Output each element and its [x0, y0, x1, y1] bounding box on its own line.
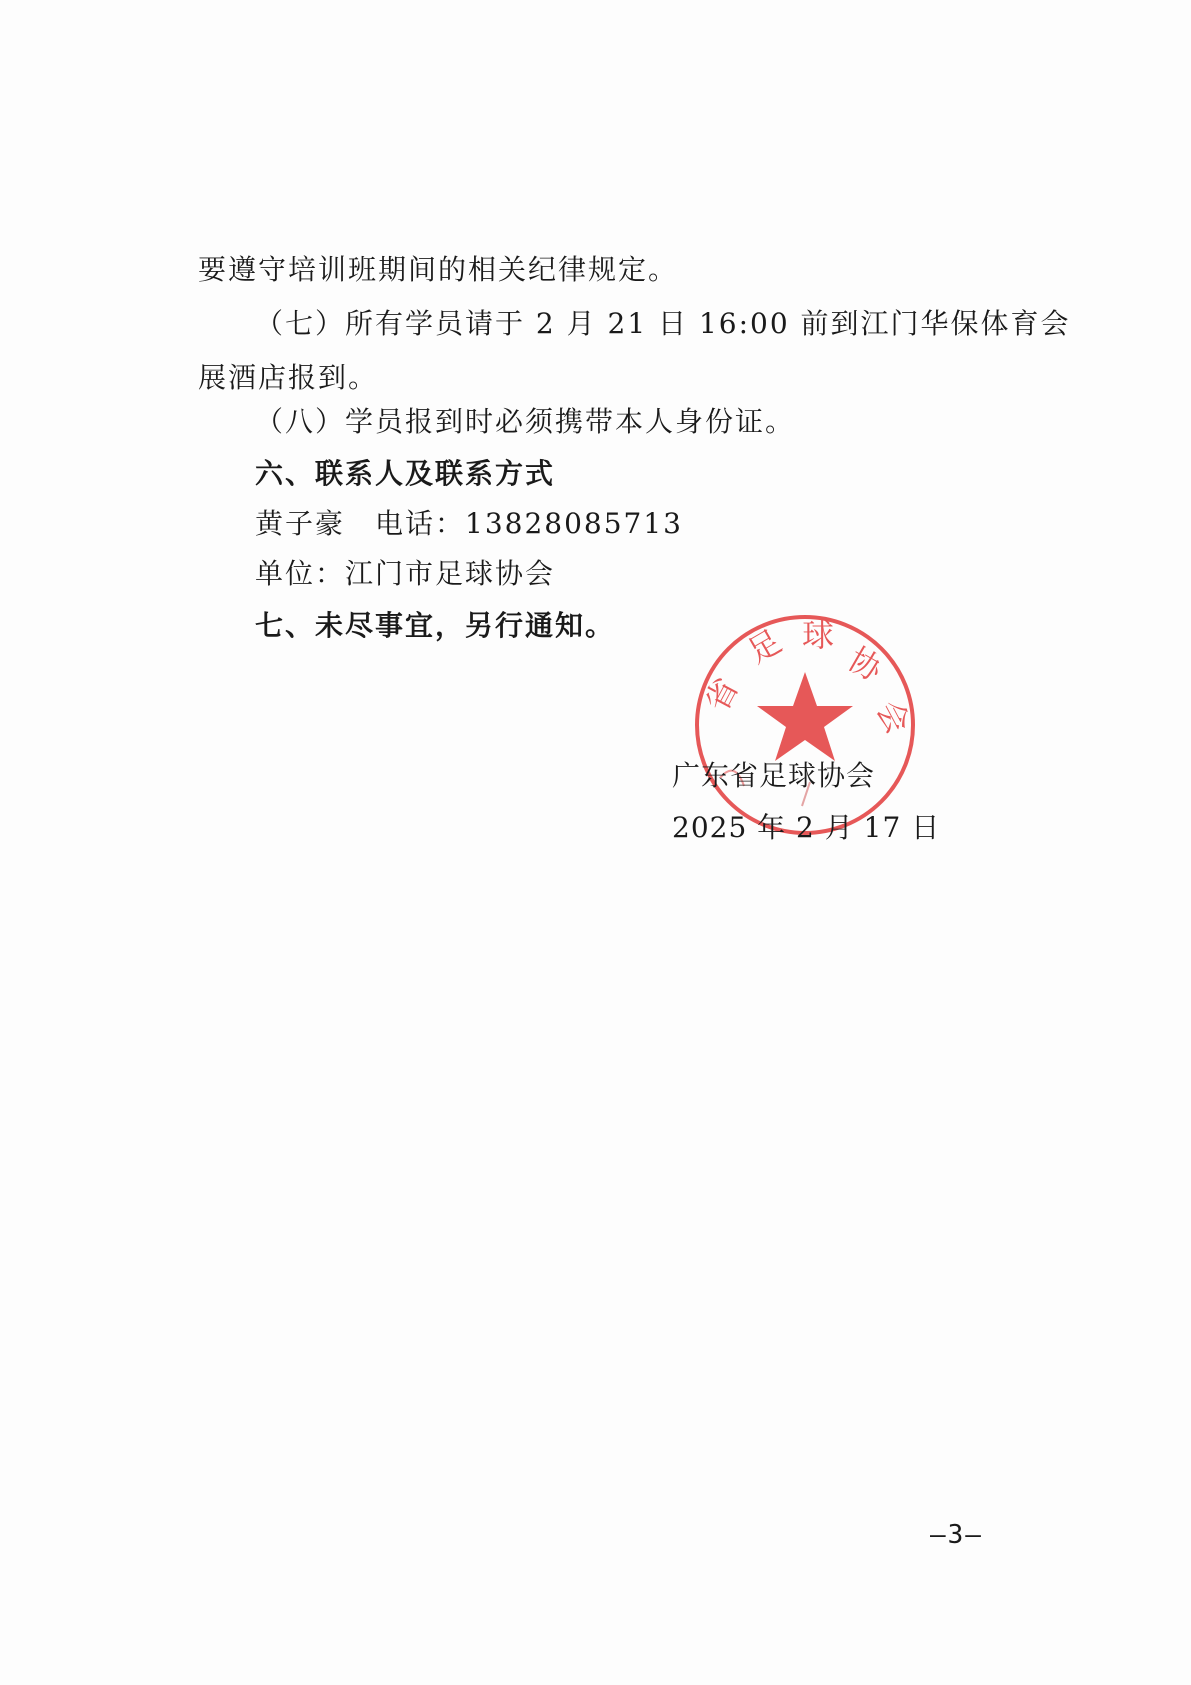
svg-text:球: 球 — [802, 616, 835, 654]
page-number: —3— — [930, 1520, 983, 1550]
star-icon — [757, 672, 853, 761]
svg-text:足: 足 — [741, 622, 788, 671]
section-heading-contact: 六、联系人及联系方式 — [255, 457, 556, 490]
svg-text:协: 协 — [842, 640, 889, 689]
official-seal — [690, 610, 920, 840]
contact-person-line: 黄子豪 电话：13828085713 — [255, 507, 683, 540]
paragraph-line-1: 要遵守培训班期间的相关纪律规定。 — [198, 253, 679, 286]
signature-date: 2025 年 2 月 17 日 — [672, 811, 941, 844]
svg-text:会: 会 — [868, 693, 918, 741]
paragraph-line-4: （八）学员报到时必须携带本人身份证。 — [255, 405, 796, 438]
paragraph-line-3: 展酒店报到。 — [198, 361, 379, 394]
section-heading-notice: 七、未尽事宜，另行通知。 — [255, 609, 616, 642]
svg-text:省: 省 — [697, 671, 747, 718]
signature-organization: 广东省足球协会 — [672, 759, 876, 792]
paragraph-line-2: （七）所有学员请于 2 月 21 日 16:00 前到江门华保体育会 — [255, 307, 1071, 340]
contact-unit-line: 单位：江门市足球协会 — [255, 557, 556, 590]
